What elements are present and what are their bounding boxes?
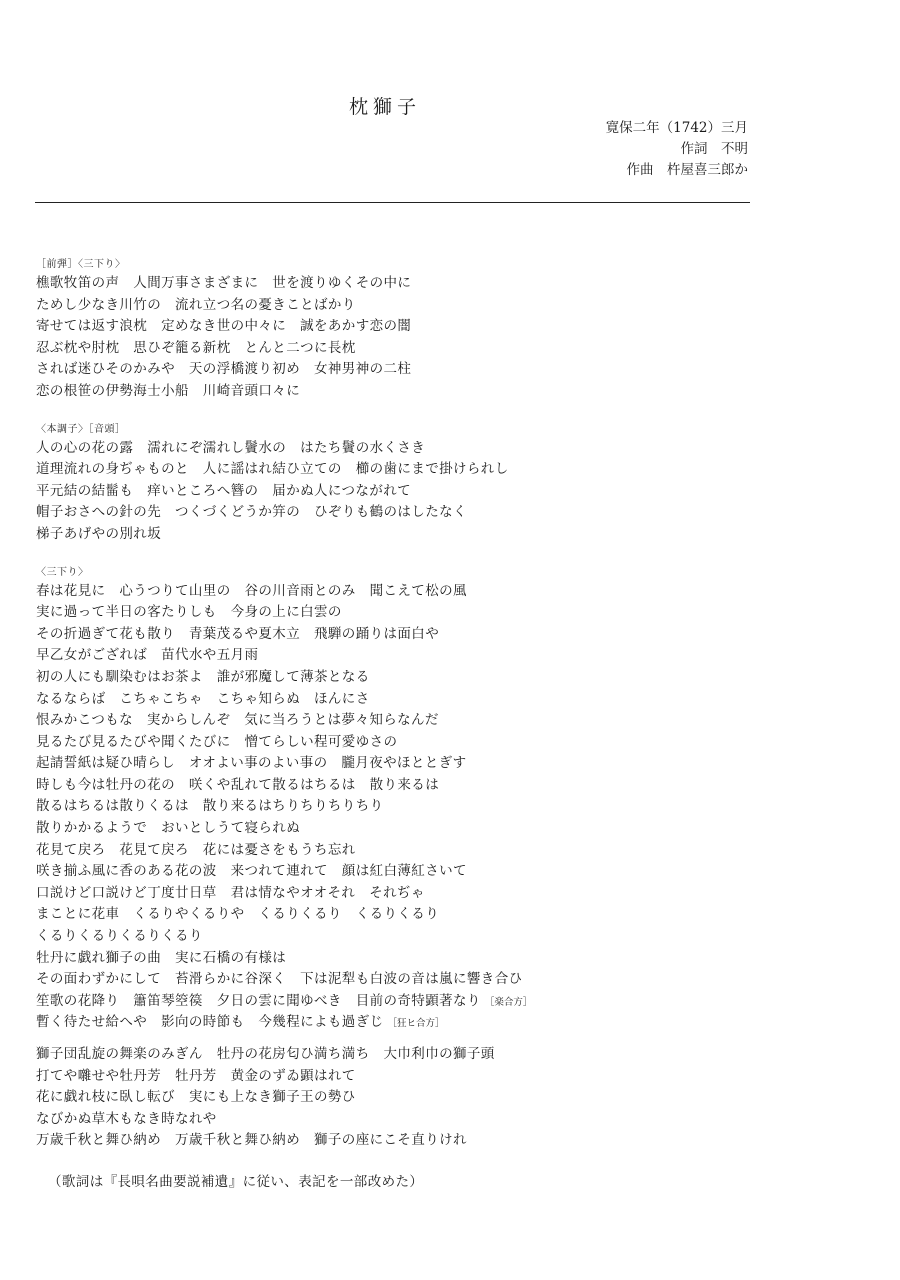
lyric-text: その面わずかにして 苔滑らかに谷深く 下は泥犁も白波の音は嵐に響き合ひ <box>36 971 523 988</box>
section-marker: 〈三下り〉 <box>36 566 89 578</box>
date-line: 寛保二年（1742）三月 <box>605 120 748 136</box>
lyric-text: 梯子あげやの別れ坂 <box>36 525 162 542</box>
lyric-line <box>36 481 796 503</box>
lyric-line <box>36 581 796 603</box>
lyric-line <box>36 904 796 926</box>
lyric-text: 花見て戻ろ 花見て戻ろ 花には憂さをもうち忘れ <box>36 841 356 858</box>
lyric-line <box>36 438 796 460</box>
lyric-text: 道理流れの身ぢゃものと 人に謡はれ結ひ立ての 櫛の歯にまで掛けられし <box>36 461 509 478</box>
section-marker: 〈本調子〉［音頭］ <box>36 423 126 435</box>
lyric-text: 忍ぶ枕や肘枕 思ひぞ籠る新枕 とんと二つに長枕 <box>36 339 356 356</box>
lyric-line <box>36 502 796 524</box>
lyric-section <box>36 422 796 546</box>
lyric-line <box>36 861 796 883</box>
lyric-line <box>36 883 796 905</box>
lyric-text: 時しも今は牡丹の花の 咲くや乱れて散るはちるは 散り来るは <box>36 776 440 793</box>
lyric-text: 咲き揃ふ風に香のある花の波 来つれて連れて 顔は紅白薄紅さいて <box>36 863 467 880</box>
lyric-text: 散るはちるは散りくるは 散り来るはちりちりちりちり <box>36 798 384 815</box>
lyric-text: なびかぬ草木もなき時なれや <box>36 1110 217 1127</box>
interlude-tag: ［狂ヒ合方］ <box>387 1018 445 1030</box>
lyricist-line: 作詞 不明 <box>680 141 748 157</box>
lyric-text: 散りかかるようで おいとしうて寝られぬ <box>36 820 301 837</box>
metadata-block <box>606 118 748 181</box>
lyric-text: 獅子団乱旋の舞楽のみぎん 牡丹の花房匂ひ満ち満ち 大巾利巾の獅子頭 <box>36 1046 495 1062</box>
lyric-text: その折過ぎて花も散り 青葉茂るや夏木立 飛騨の踊りは面白や <box>36 625 440 642</box>
lyric-text: 笙歌の花降り 簫笛琴箜篌 夕日の雲に聞ゆべき 目前の奇特顕著なり <box>36 992 481 1009</box>
lyric-text: 牡丹に戯れ獅子の曲 実に石橋の有様は <box>36 949 287 966</box>
lyric-line <box>36 1130 796 1152</box>
lyric-line <box>36 1044 796 1066</box>
lyric-line <box>36 775 796 797</box>
lyric-line <box>36 991 796 1013</box>
lyric-line <box>36 926 796 948</box>
lyric-line <box>36 948 796 970</box>
lyric-text: 樵歌牧笛の声 人間万事さまざまに 世を渡りゆくその中に <box>36 275 412 291</box>
lyric-line <box>36 818 796 840</box>
lyric-text: 人の心の花の露 濡れにぞ濡れし鬢水の はたち鬢の水くさき <box>36 439 426 456</box>
lyric-text: 春は花見に 心うつりて山里の 谷の川音雨とのみ 聞こえて松の風 <box>36 582 467 599</box>
lyric-text: 寄せては返す浪枕 定めなき世の中々に 誠をあかす恋の闇 <box>36 318 412 335</box>
lyric-text: まことに花車 くるりやくるりや くるりくるり くるりくるり <box>36 906 440 923</box>
lyric-section <box>36 565 796 1034</box>
lyric-text: ためし少なき川竹の 流れ立つ名の憂きことばかり <box>36 296 356 313</box>
lyric-text: 実に過って半日の客たりしも 今身の上に白雲の <box>36 604 342 621</box>
lyric-line <box>36 969 796 991</box>
lyric-line <box>36 710 796 732</box>
lyric-line <box>36 753 796 775</box>
lyric-line <box>36 1012 796 1034</box>
lyric-line <box>36 732 796 754</box>
lyric-text: 恋の根笹の伊勢海士小船 川崎音頭口々に <box>36 382 301 399</box>
lyric-line <box>36 459 796 481</box>
lyric-text: 起請誓紙は疑ひ晴らし オオよい事のよい事の 朧月夜やほととぎす <box>36 755 467 772</box>
lyric-line <box>36 524 796 546</box>
lyric-line <box>36 667 796 689</box>
lyric-text: 恨みかこつもな 実からしんぞ 気に当ろうとは夢々知らなんだ <box>36 712 439 729</box>
section-marker: ［前弾］〈三下り〉 <box>36 259 126 270</box>
lyric-line <box>36 359 796 381</box>
lyric-line <box>36 273 796 295</box>
lyric-text: 花に戯れ枝に臥し転び 実にも上なき獅子王の勢ひ <box>36 1089 356 1106</box>
source-note: （歌詞は『長唄名曲要説補遺』に従い、表記を一部改めた） <box>48 1173 424 1190</box>
lyric-text: 暫く待たせ給へや 影向の時節も 今幾程によも過ぎじ <box>36 1014 384 1031</box>
lyric-text: 平元結の結髷も 痒いところへ簪の 届かぬ人につながれて <box>36 482 412 499</box>
lyric-line <box>36 602 796 624</box>
lyric-line <box>36 1087 796 1109</box>
lyric-section <box>36 1044 796 1152</box>
lyric-line <box>36 1109 796 1131</box>
lyric-text: 帽子おさへの針の先 つくづくどうか笄の ひぞりも鶴のはしたなく <box>36 504 467 521</box>
lyric-text: くるりくるりくるりくるり <box>36 928 203 945</box>
divider <box>35 202 750 203</box>
lyric-text: 口説けど口説けど丁度廿日草 君は情なやオオそれ それぢゃ <box>36 884 425 901</box>
page-title: 枕獅子 <box>348 96 421 118</box>
lyric-text: 早乙女がござれば 苗代水や五月雨 <box>36 647 259 664</box>
composer-line: 作曲 杵屋喜三郎か <box>626 162 748 178</box>
lyric-text: 初の人にも馴染むはお茶よ 誰が邪魔して薄茶となる <box>36 668 370 685</box>
lyric-line <box>36 689 796 711</box>
lyric-line <box>36 1066 796 1088</box>
lyric-line <box>36 295 796 317</box>
lyric-text: 打てや囃せや牡丹芳 牡丹芳 黄金のずゐ顕はれて <box>36 1067 356 1084</box>
lyric-line <box>36 645 796 667</box>
lyric-section <box>36 257 796 403</box>
lyrics-body <box>36 257 796 1193</box>
lyric-line <box>36 381 796 403</box>
lyric-text: されば迷ひそのかみや 天の浮橋渡り初め 女神男神の二柱 <box>36 361 412 378</box>
lyric-line <box>36 338 796 360</box>
interlude-tag: ［楽合方］ <box>484 996 533 1008</box>
lyric-text: なるならば こちゃこちゃ こちゃ知らぬ ほんにさ <box>36 690 370 707</box>
lyric-text: 万歳千秋と舞ひ納め 万歳千秋と舞ひ納め 獅子の座にこそ直りけれ <box>36 1132 467 1149</box>
lyric-line <box>36 796 796 818</box>
lyric-line <box>36 840 796 862</box>
lyric-line <box>36 316 796 338</box>
lyric-line <box>36 624 796 646</box>
lyric-text: 見るたび見るたびや聞くたびに 憎てらしい程可愛ゆさの <box>36 733 398 750</box>
